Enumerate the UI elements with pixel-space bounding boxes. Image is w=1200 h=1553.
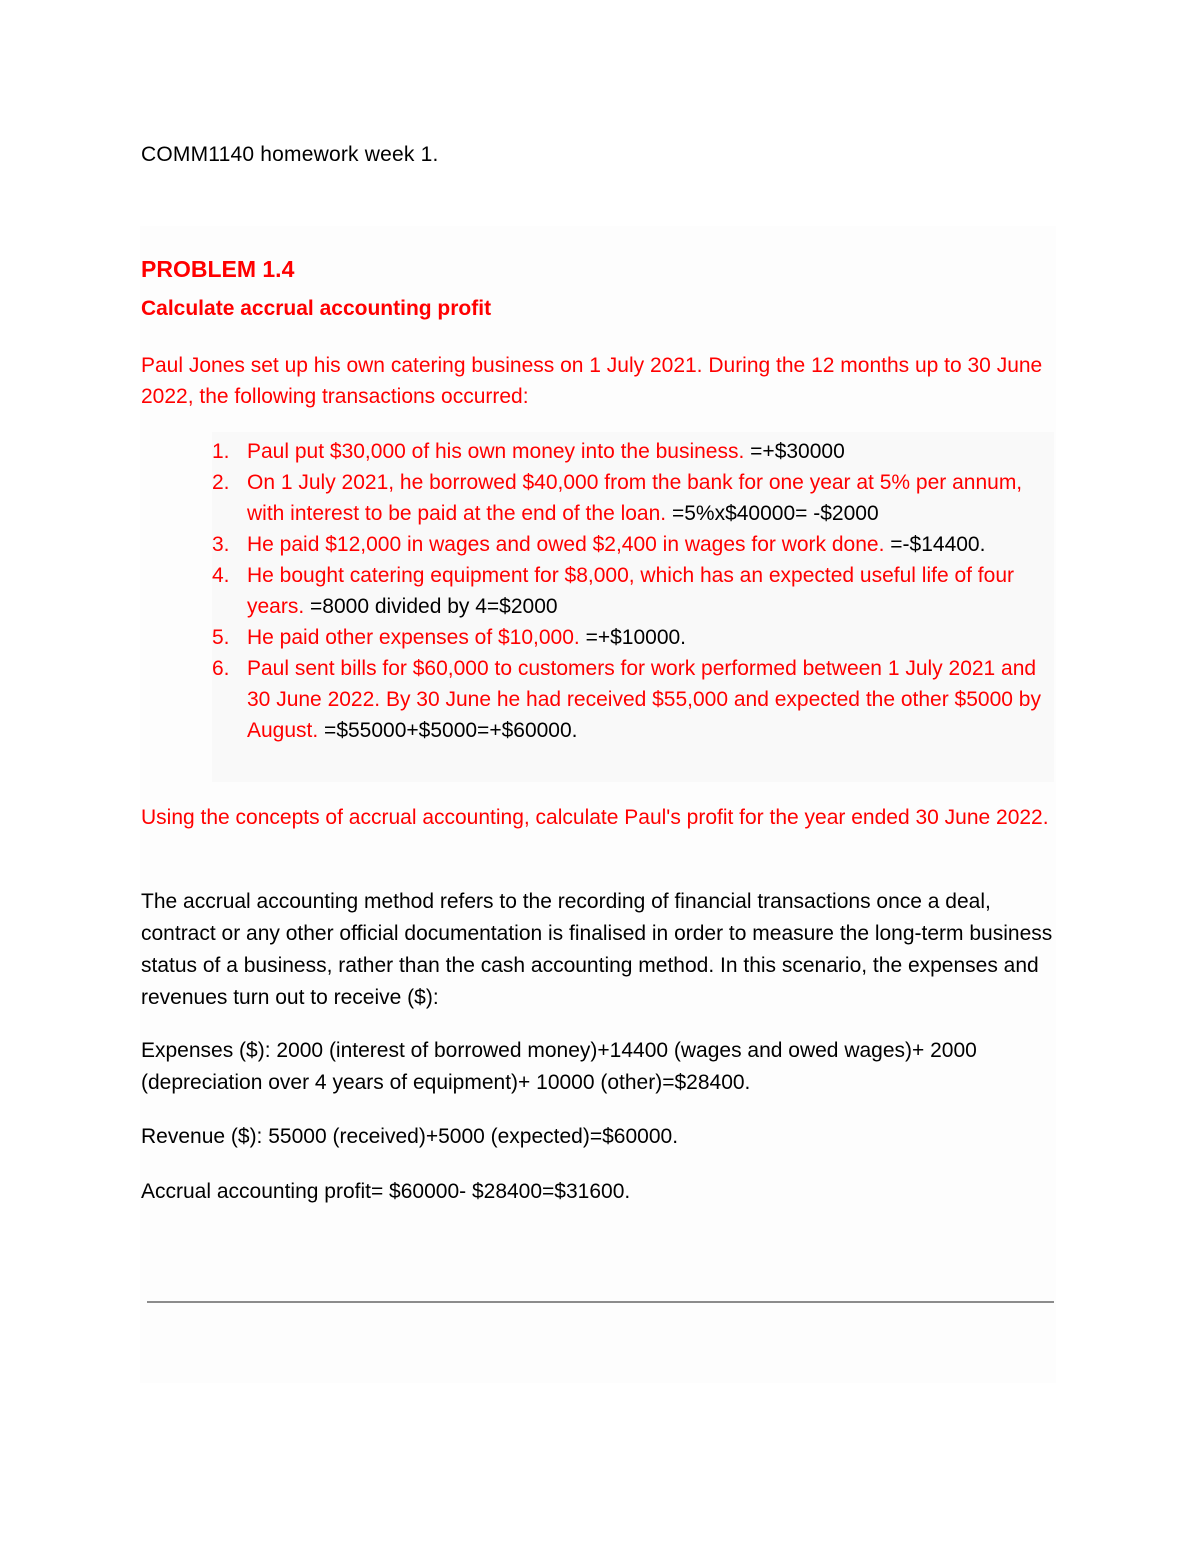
transaction-text: He paid other expenses of $10,000. [247, 626, 580, 649]
list-item-number: 3. [212, 533, 230, 556]
document-title: COMM1140 homework week 1. [141, 143, 439, 166]
answer-explanation: The accrual accounting method refers to the recording of financial transactions once a deal, contract or any other official documentation is finalised in order to measure the long-term business status of a business, rather than the cash accounting method. In this scenario, the expenses and revenues turn out to receive ($): [141, 890, 1053, 1009]
list-item [212, 529, 1052, 560]
transaction-calculation: =$55000+$5000=+$60000. [318, 719, 578, 742]
horizontal-divider [147, 1301, 1054, 1303]
transactions-list [212, 436, 1052, 746]
list-item-number: 6. [212, 657, 230, 680]
list-item-number: 1. [212, 440, 230, 463]
list-item-number: 4. [212, 564, 230, 587]
list-item [212, 622, 1052, 653]
answer-profit: Accrual accounting profit= $60000- $28400=$31600. [141, 1180, 631, 1203]
problem-heading: PROBLEM 1.4 [141, 256, 295, 282]
problem-subheading: Calculate accrual accounting profit [141, 297, 492, 320]
transaction-calculation: =5%x$40000= -$2000 [666, 502, 879, 525]
problem-question: Using the concepts of accrual accounting, calculate Paul's profit for the year ended 30 June 2022. [141, 806, 1049, 829]
list-item-number: 5. [212, 626, 230, 649]
transaction-text: Paul sent bills for $60,000 to customers for work performed between 1 July 2021 and 30 June 2022. By 30 June he had received $55,000 and expected the other $5000 by August. [247, 657, 1041, 742]
transaction-text: He paid $12,000 in wages and owed $2,400 in wages for work done. [247, 533, 885, 556]
transaction-text: Paul put $30,000 of his own money into the business. [247, 440, 745, 463]
transaction-calculation: =8000 divided by 4=$2000 [304, 595, 558, 618]
answer-expenses: Expenses ($): 2000 (interest of borrowed money)+14400 (wages and owed wages)+ 2000 (depreciation over 4 years of equipment)+ 10000 (other)=$28400. [141, 1039, 977, 1094]
list-item [212, 653, 1052, 746]
problem-intro: Paul Jones set up his own catering business on 1 July 2021. During the 12 months up to 30 June 2022, the following transactions occurred: [141, 354, 1043, 408]
list-item [212, 560, 1052, 622]
list-item-number: 2. [212, 471, 230, 494]
list-item [212, 436, 1052, 467]
answer-revenue: Revenue ($): 55000 (received)+5000 (expected)=$60000. [141, 1125, 679, 1148]
transaction-calculation: =-$14400. [884, 533, 986, 556]
transaction-calculation: =+$30000 [744, 440, 845, 463]
transaction-calculation: =+$10000. [579, 626, 687, 649]
transaction-text: He bought catering equipment for $8,000, which has an expected useful life of four years. [247, 564, 1014, 618]
list-item [212, 467, 1052, 529]
transaction-text: On 1 July 2021, he borrowed $40,000 from the bank for one year at 5% per annum, with interest to be paid at the end of the loan. [247, 471, 1023, 525]
